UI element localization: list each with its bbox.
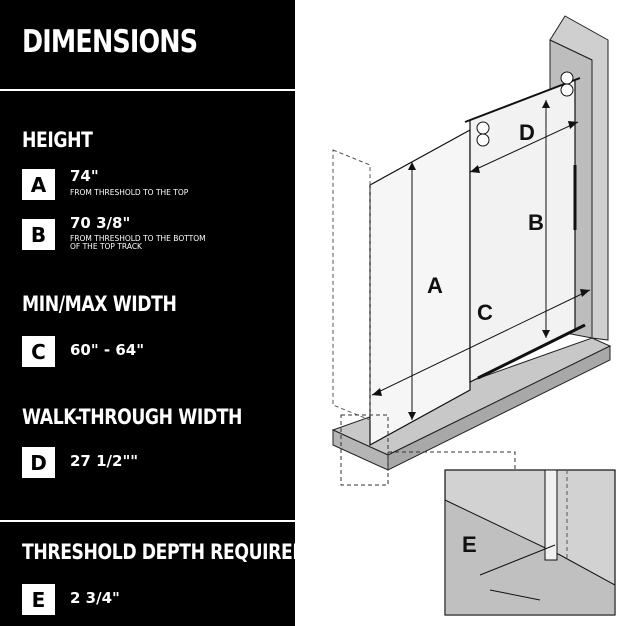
badge-e: E [22, 584, 55, 615]
height-a-value: 74" [70, 167, 99, 185]
walkthrough-heading: WALK-THROUGH WIDTH [22, 405, 243, 429]
label-d: D [519, 120, 535, 145]
label-c: C [477, 300, 493, 325]
divider [0, 520, 295, 522]
fixed-glass-panel [370, 130, 470, 445]
height-a-note: FROM THRESHOLD TO THE TOP [70, 188, 189, 197]
dimensions-panel [0, 0, 307, 626]
badge-c: C [22, 336, 55, 367]
door-outline [333, 150, 370, 420]
badge-b: B [22, 219, 55, 250]
width-value: 60" - 64" [70, 341, 145, 359]
height-b-note-line1: FROM THRESHOLD TO THE BOTTOM [70, 234, 206, 243]
shower-door-diagram [295, 0, 626, 626]
height-heading: HEIGHT [22, 128, 93, 152]
roller-icon [477, 122, 489, 134]
roller-icon [561, 84, 573, 96]
threshold-value: 2 3/4" [70, 589, 120, 607]
label-a: A [427, 273, 443, 298]
label-b: B [528, 210, 544, 235]
label-e: E [462, 532, 477, 557]
badge-d: D [22, 447, 55, 478]
height-b-value: 70 3/8" [70, 214, 131, 232]
threshold-heading: THRESHOLD DEPTH REQUIRED [22, 540, 307, 564]
roller-icon [477, 134, 489, 146]
height-b-note-line2: OF THE TOP TRACK [70, 242, 142, 251]
width-heading: MIN/MAX WIDTH [22, 292, 177, 316]
page-title: DIMENSIONS [22, 24, 198, 60]
badge-a: A [22, 169, 55, 200]
divider [0, 89, 295, 91]
roller-icon [561, 72, 573, 84]
walkthrough-value: 27 1/2"" [70, 452, 139, 470]
